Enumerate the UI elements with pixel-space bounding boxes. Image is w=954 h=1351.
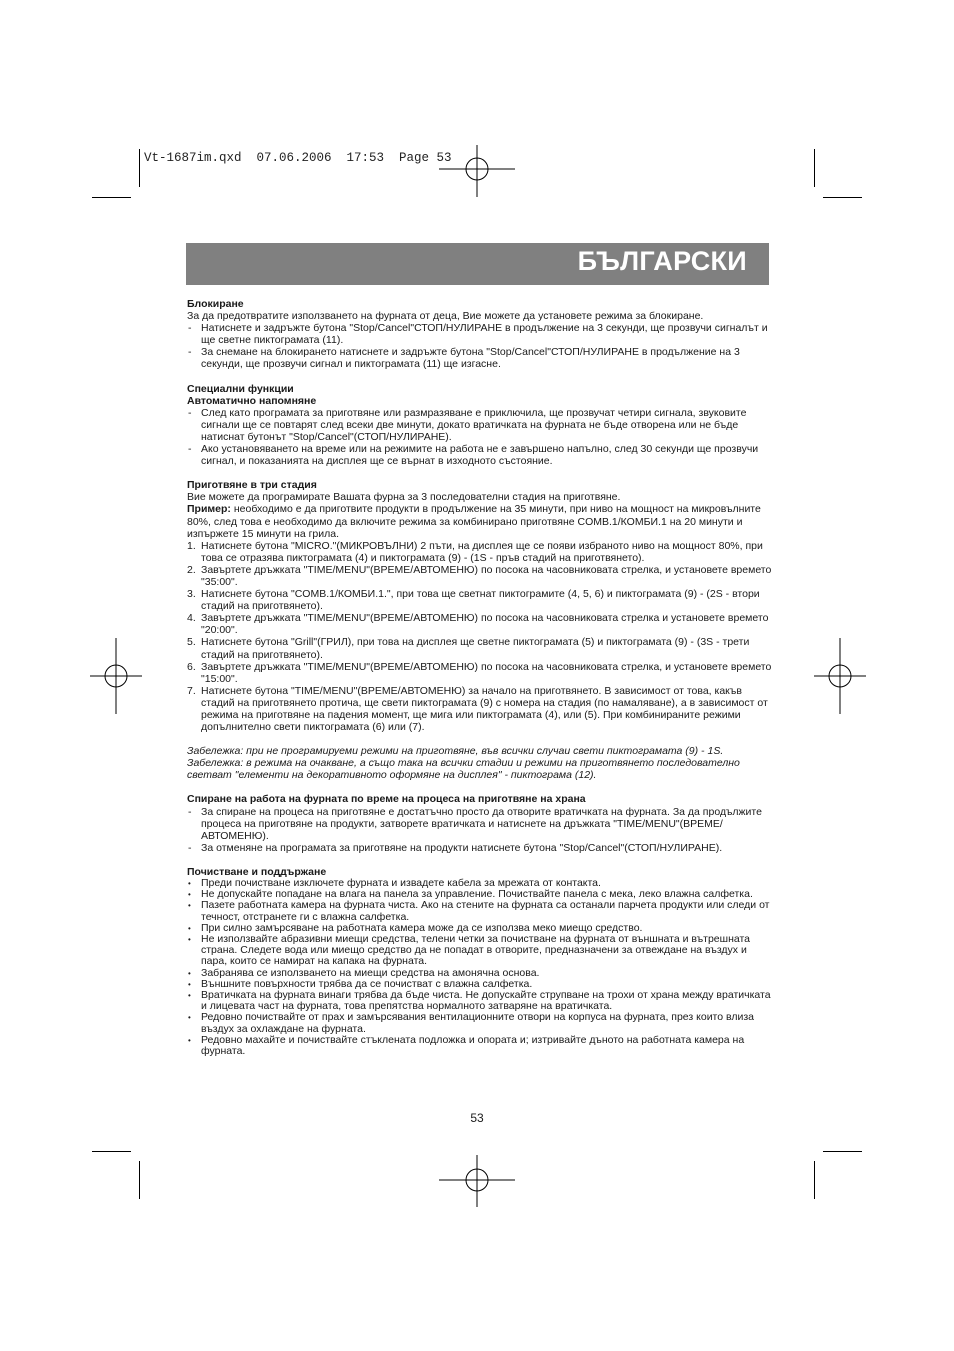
paragraph: Вие можете да програмирате Вашата фурна за 3 последователни стадия на приготвяне. <box>187 491 621 504</box>
note: Забележка: при не програмируеми режими на приготвяне, във всички случаи свети пиктограмата (9) - 1S. <box>187 745 724 758</box>
list-item <box>187 685 772 733</box>
step-number: 7. <box>187 684 196 697</box>
step-text: Завъртете дръжката "TIME/MENU"(ВРЕМЕ/АВТОМЕНЮ) по посока на часовниковата стрелка и установете времето "20:00". <box>201 612 769 637</box>
list-item: - За снемане на блокирането натиснете и задръжте бутона "Stop/Cancel"СТОП/НУЛИРАНЕ в продължение на 3 секунди, ще прозвучи сигнал и пиктограмата (11) ще изгасне. <box>187 346 772 370</box>
list-item <box>187 540 772 564</box>
dash-list <box>187 806 772 854</box>
crop-mark <box>823 197 862 198</box>
note: Забележка: в режима на очакване, а също така на всички стадии и режими на приготвянето последователно светват "елементи на декоративното оформяне на дисплея" - пиктограма (12). <box>187 757 740 782</box>
page-content <box>187 298 772 1057</box>
list-item: • Не допускайте попадане на влага на панела за управление. Почиствайте панела с мека, леко влажна салфетка. <box>187 889 772 900</box>
list-item <box>187 588 772 612</box>
list-item: • Редовно почиствайте от прах и замърсявания вентилационните отвори на корпуса на фурната, през които влиза въздух за охлаждане на фурната. <box>187 1012 772 1034</box>
list-item <box>187 612 772 636</box>
crop-mark <box>139 149 140 187</box>
registration-mark-left-icon <box>90 636 142 716</box>
step-text: Натиснете бутона "TIME/MENU"(ВРЕМЕ/АВТОМЕНЮ) за начало на приготвянето. В зависимост от това, какъв стадий на приготвянето протича, ще свети пиктограмата (9) с номера на стадия (по намаляване), а в зависимост от режима на приготвяне на падения момент, ще мига или пиктограмата (4), или (5). При комбинираните режими допълнително свети пиктограмата (6) или (7). <box>201 684 768 734</box>
crop-mark <box>92 197 131 198</box>
section-heading: Почистване и поддържане <box>187 865 327 878</box>
list-item: • Не използвайте абразивни миещи средства, телени четки за почистване на фурната от външната и вътрешната страна. Следете вода или миещо средство да не попадат в отворите, предназначени за отвеждане на въздух и пара, които се намират на капака на фурната. <box>187 934 772 968</box>
list-item: • Редовно махайте и почиствайте стъклената подложка и опората и; изтривайте дъното на работната камера на фурната. <box>187 1035 772 1057</box>
section-heading: Специални функции <box>187 382 294 395</box>
example-label: Пример: <box>187 503 231 516</box>
step-number: 3. <box>187 588 196 601</box>
paragraph: За да предотвратите използването на фурната от деца, Вие можете да установете режима за блокиране. <box>187 310 704 323</box>
list-item <box>187 661 772 685</box>
registration-mark-bottom-icon <box>437 1155 517 1207</box>
crop-mark <box>92 1151 131 1152</box>
dash-list <box>187 322 772 370</box>
registration-mark-top-icon <box>437 145 517 197</box>
section-subheading: Автоматично напомняне <box>187 394 317 407</box>
list-item <box>187 564 772 588</box>
example-paragraph <box>187 503 772 539</box>
example-text: необходимо е да приготвите продукти в продължение на 35 минути, при ниво на мощност на микровълните 80%, след това е необходимо да включите режима за комбинирано приготвяне COMB.1/КОМБИ.1 на 20 минути и изпържете 15 минути на грила. <box>187 503 761 540</box>
list-item <box>187 636 772 660</box>
banner-title: БЪЛГАРСКИ <box>577 246 747 276</box>
language-banner <box>186 243 769 285</box>
crop-mark <box>814 149 815 187</box>
section-heading: Блокиране <box>187 298 244 310</box>
print-slug: Vt-1687im.qxd 07.06.2006 17:53 Page 53 <box>144 151 452 165</box>
list-item: - Ако установяването на време или на режимите на работа не е завършено напълно, след 30 секунди ще прозвучи сигнал, и показанията на дисплея ще се върнат в изходното състояние. <box>187 443 772 467</box>
crop-mark <box>139 1161 140 1199</box>
step-number: 2. <box>187 563 196 576</box>
step-text: Натиснете бутона "COMB.1/КОМБИ.1.", при това ще светнат пиктограмите (4, 5, 6) и пиктограмата (9) - (2S - втори стадий на приготвянето). <box>201 588 760 613</box>
step-text: Натиснете бутона "Grill"(ГРИЛ), при това на дисплея ще светне пиктограмата (5) и пиктограмата (9) - (3S - трети стадий на приготвянето). <box>201 636 750 661</box>
numbered-list <box>187 540 772 734</box>
step-number: 1. <box>187 539 196 552</box>
list-item: - Натиснете и задръжте бутона "Stop/Cancel"СТОП/НУЛИРАНЕ в продължение на 3 секунди, ще прозвучи сигналът и ще светне пиктограмата (11). <box>187 322 772 346</box>
list-item: • Вратичката на фурната винаги трябва да бъде чиста. Не допускайте струпване на трохи от храна между вратичката и лицевата част на фурната, това препятства нормалното затваряне на вратичката. <box>187 990 772 1012</box>
page-number: 53 <box>470 1111 484 1125</box>
step-text: Завъртете дръжката "TIME/MENU"(ВРЕМЕ/АВТОМЕНЮ) по посока на часовниковата стрелка, и установете времето "15:00". <box>201 660 772 685</box>
dash-list <box>187 407 772 467</box>
step-number: 4. <box>187 612 196 625</box>
step-text: Натиснете бутона "MICRO."(МИКРОВЪЛНИ) 2 пъти, на дисплея ще се появи избраното ниво на мощност 80%, при това се отразява пиктограмата (4) и пиктограмата (9) - (1S - пръв стадий на приготвянето). <box>201 539 763 564</box>
list-item: - За спиране на процеса на приготвяне е достатъчно просто да отворите вратичката на фурната. За да продължите процеса на приготвяне на продукти, затворете вратичката и натиснете на дръжката "TIME/MENU"(ВРЕМЕ/АВТОМЕНЮ). <box>187 806 772 842</box>
section-heading: Приготвяне в три стадия <box>187 479 317 492</box>
crop-mark <box>814 1161 815 1199</box>
list-item: • При силно замърсяване на работната камера може да се използва меко миещо средство. <box>187 923 772 934</box>
list-item: • Външните повърхности трябва да се почистват с влажна салфетка. <box>187 979 772 990</box>
step-number: 5. <box>187 636 196 649</box>
registration-mark-right-icon <box>814 636 866 716</box>
list-item: • Пазете работната камера на фурната чиста. Ако на стените на фурната са останали парчета продукти или следи от течност, отстранете ги с влажна салфетка. <box>187 900 772 922</box>
section-heading: Спиране на работа на фурната по време на процеса на приготвяне на храна <box>187 793 586 806</box>
bullet-list <box>187 878 772 1057</box>
list-item: - След като програмата за приготвяне или размразяване е приключила, ще прозвучат четири сигнала, звуковите сигнали ще се повтарят след всеки две минути, докато вратичката на фурната не бъде отворена или не бъде натиснат бутонът "Stop/Cancel"(СТОП/НУЛИРАНЕ). <box>187 407 772 443</box>
step-number: 6. <box>187 660 196 673</box>
step-text: Завъртете дръжката "TIME/MENU"(ВРЕМЕ/АВТОМЕНЮ) по посока на часовниковата стрелка, и установете времето "35:00". <box>201 563 772 588</box>
list-item: • Забранява се използването на миещи средства на амонячна основа. <box>187 968 772 979</box>
list-item: - За отменяне на програмата за приготвяне на продукти натиснете бутона "Stop/Cancel"(СТОП/НУЛИРАНЕ). <box>187 842 772 854</box>
crop-mark <box>823 1151 862 1152</box>
list-item: • Преди почистване изключете фурната и извадете кабела за мрежата от контакта. <box>187 878 772 889</box>
